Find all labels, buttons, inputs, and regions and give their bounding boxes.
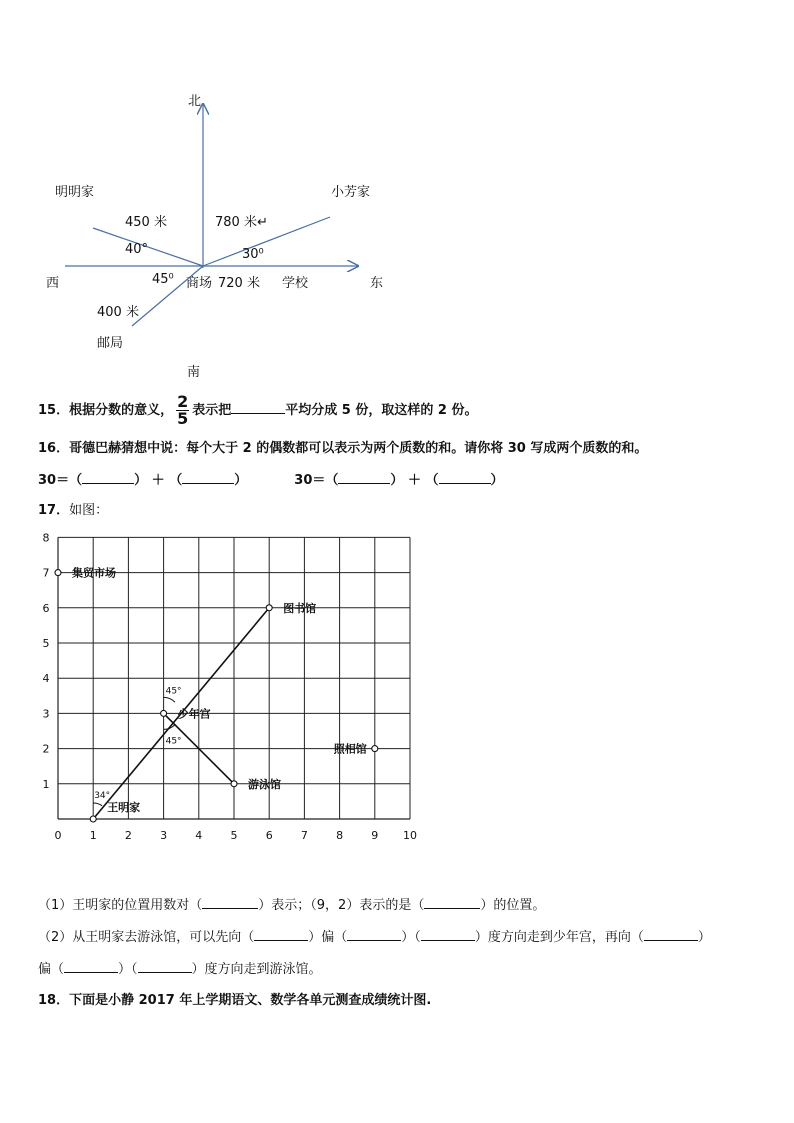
question-18 [38, 989, 431, 1008]
post-office-label: 邮局 [97, 336, 124, 351]
distance-450-label: 450 米 [125, 215, 167, 230]
x-tick-label: 6 [265, 829, 273, 842]
eq1-close-b: ） [234, 473, 248, 488]
fraction-denominator: 5 [177, 409, 189, 428]
q16-blank-1[interactable] [82, 471, 134, 484]
question-17-part-1 [38, 894, 545, 913]
fraction-two-fifths [176, 394, 189, 427]
place-point [55, 570, 61, 576]
place-point [231, 781, 237, 787]
question-15-text-a: 根据分数的意义， [69, 403, 174, 418]
east-label: 东 [370, 276, 384, 291]
distance-400-label: 400 米 [97, 305, 139, 320]
eq2-open-b: （ [425, 473, 439, 488]
x-tick-label: 7 [300, 829, 308, 842]
angle-arc-upper [164, 697, 175, 702]
q17-1-text-b: ）表示；（9，2）表示的是（ [258, 898, 425, 913]
eq1-plus: ＋ [151, 473, 165, 488]
q17-2-blank-2[interactable] [347, 928, 401, 941]
distance-720-label: 720 米 [218, 276, 260, 291]
place-label: 图书馆 [283, 601, 317, 615]
direction-diagram [0, 80, 420, 380]
eq2-plus: ＋ [407, 473, 421, 488]
question-17-part-2 [38, 926, 711, 945]
y-tick-label: 1 [42, 777, 50, 791]
eq2-close-b: ） [490, 473, 504, 488]
q17-2-text-c: ）（ [401, 930, 421, 945]
place-label: 集贸市场 [72, 566, 116, 580]
fang-home-label: 小芳家 [331, 185, 371, 200]
eq2-open-a: （ [325, 473, 339, 488]
x-tick-label: 5 [230, 829, 238, 842]
q17-2-blank-4[interactable] [644, 928, 698, 941]
place-label: 照相馆 [333, 742, 367, 756]
angle-30-label: 30⁰ [242, 247, 264, 262]
market-label: 商场 [186, 276, 213, 291]
question-16-answer-line [38, 469, 504, 488]
q17-3-text-a: 偏（ [38, 962, 65, 977]
question-17-number: 17． [38, 503, 70, 518]
x-tick-label: 1 [89, 829, 97, 842]
coordinate-grid [30, 528, 430, 848]
y-tick-label: 2 [42, 742, 50, 756]
place-label: 游泳馆 [248, 777, 281, 791]
south-label: 南 [187, 365, 201, 380]
question-15-text-b: 表示把 [192, 403, 232, 418]
place-point [90, 816, 96, 822]
y-tick-label: 4 [42, 672, 50, 686]
ming-home-label: 明明家 [55, 185, 95, 200]
place-point [161, 710, 167, 716]
question-17-part-2-cont [38, 958, 322, 977]
q17-1-text-a: （1）王明家的位置用数对（ [38, 898, 203, 913]
x-tick-label: 9 [371, 829, 379, 842]
fraction-numerator: 2 [177, 392, 189, 411]
q16-blank-4[interactable] [439, 471, 491, 484]
distance-780-label: 780 米↵ [215, 215, 268, 230]
y-tick-label: 8 [42, 531, 50, 545]
angle-45-label: 45⁰ [152, 272, 174, 287]
eq2-lhs: 30＝ [294, 473, 326, 488]
question-15-text-c: 平均分成 5 份，取这样的 2 份。 [285, 403, 478, 418]
q15-blank[interactable] [231, 401, 285, 414]
eq1-open-b: （ [169, 473, 183, 488]
q17-2-text-a: （2）从王明家去游泳馆，可以先向（ [38, 930, 255, 945]
x-tick-label: 0 [54, 829, 62, 842]
place-label: 少年宫 [177, 707, 211, 721]
question-17 [38, 499, 108, 518]
question-16-number: 16． [38, 441, 70, 456]
y-tick-label: 5 [42, 637, 50, 650]
x-tick-label: 2 [124, 829, 132, 842]
q17-1-text-c: ）的位置。 [480, 898, 546, 913]
x-tick-label: 10 [403, 829, 417, 842]
eq1-lhs: 30＝ [38, 473, 70, 488]
q17-2-text-e: ） [697, 930, 711, 945]
q17-2-blank-1[interactable] [254, 928, 308, 941]
x-tick-label: 4 [195, 829, 203, 842]
question-18-text: 下面是小静 2017 年上学期语文、数学各单元测查成绩统计图. [69, 993, 432, 1008]
place-point [372, 746, 378, 752]
q17-3-text-b: ）（ [118, 962, 138, 977]
question-16-text: 哥德巴赫猜想中说：每个大于 2 的偶数都可以表示为两个质数的和。请你将 30 写成两个质数的和。 [69, 441, 648, 456]
q17-3-blank-1[interactable] [64, 960, 118, 973]
eq1-close-a: ） [134, 473, 148, 488]
q17-2-text-b: ）偏（ [308, 930, 348, 945]
angle-label-upper: 45° [165, 686, 182, 697]
school-label: 学校 [282, 276, 309, 291]
q17-2-blank-3[interactable] [421, 928, 475, 941]
angle-label-home: 34° [94, 791, 111, 801]
q17-3-blank-2[interactable] [138, 960, 192, 973]
question-16 [38, 437, 647, 456]
angle-label-lower: 45° [165, 736, 182, 747]
y-tick-label: 7 [42, 566, 50, 580]
q17-1-blank-2[interactable] [424, 896, 480, 909]
question-18-number: 18． [38, 993, 70, 1008]
q17-3-text-c: ）度方向走到游泳馆。 [191, 962, 322, 977]
q16-blank-2[interactable] [182, 471, 234, 484]
y-tick-label: 3 [42, 707, 50, 721]
eq1-open-a: （ [69, 473, 83, 488]
question-15-number: 15． [38, 403, 70, 418]
eq2-close-a: ） [390, 473, 404, 488]
q16-blank-3[interactable] [338, 471, 390, 484]
y-tick-label: 6 [42, 601, 50, 615]
question-17-text: 如图： [69, 503, 109, 518]
question-15 [38, 394, 477, 427]
north-label: 北 [188, 94, 202, 109]
q17-1-blank-1[interactable] [202, 896, 258, 909]
x-tick-label: 8 [336, 829, 344, 842]
west-label: 西 [46, 276, 60, 291]
place-point [266, 605, 272, 611]
angle-arc-home [93, 803, 102, 806]
q17-2-text-d: ）度方向走到少年宫，再向（ [474, 930, 644, 945]
angle-40-label: 40° [125, 242, 149, 257]
x-tick-label: 3 [160, 829, 168, 842]
place-label: 王明家 [107, 801, 141, 814]
